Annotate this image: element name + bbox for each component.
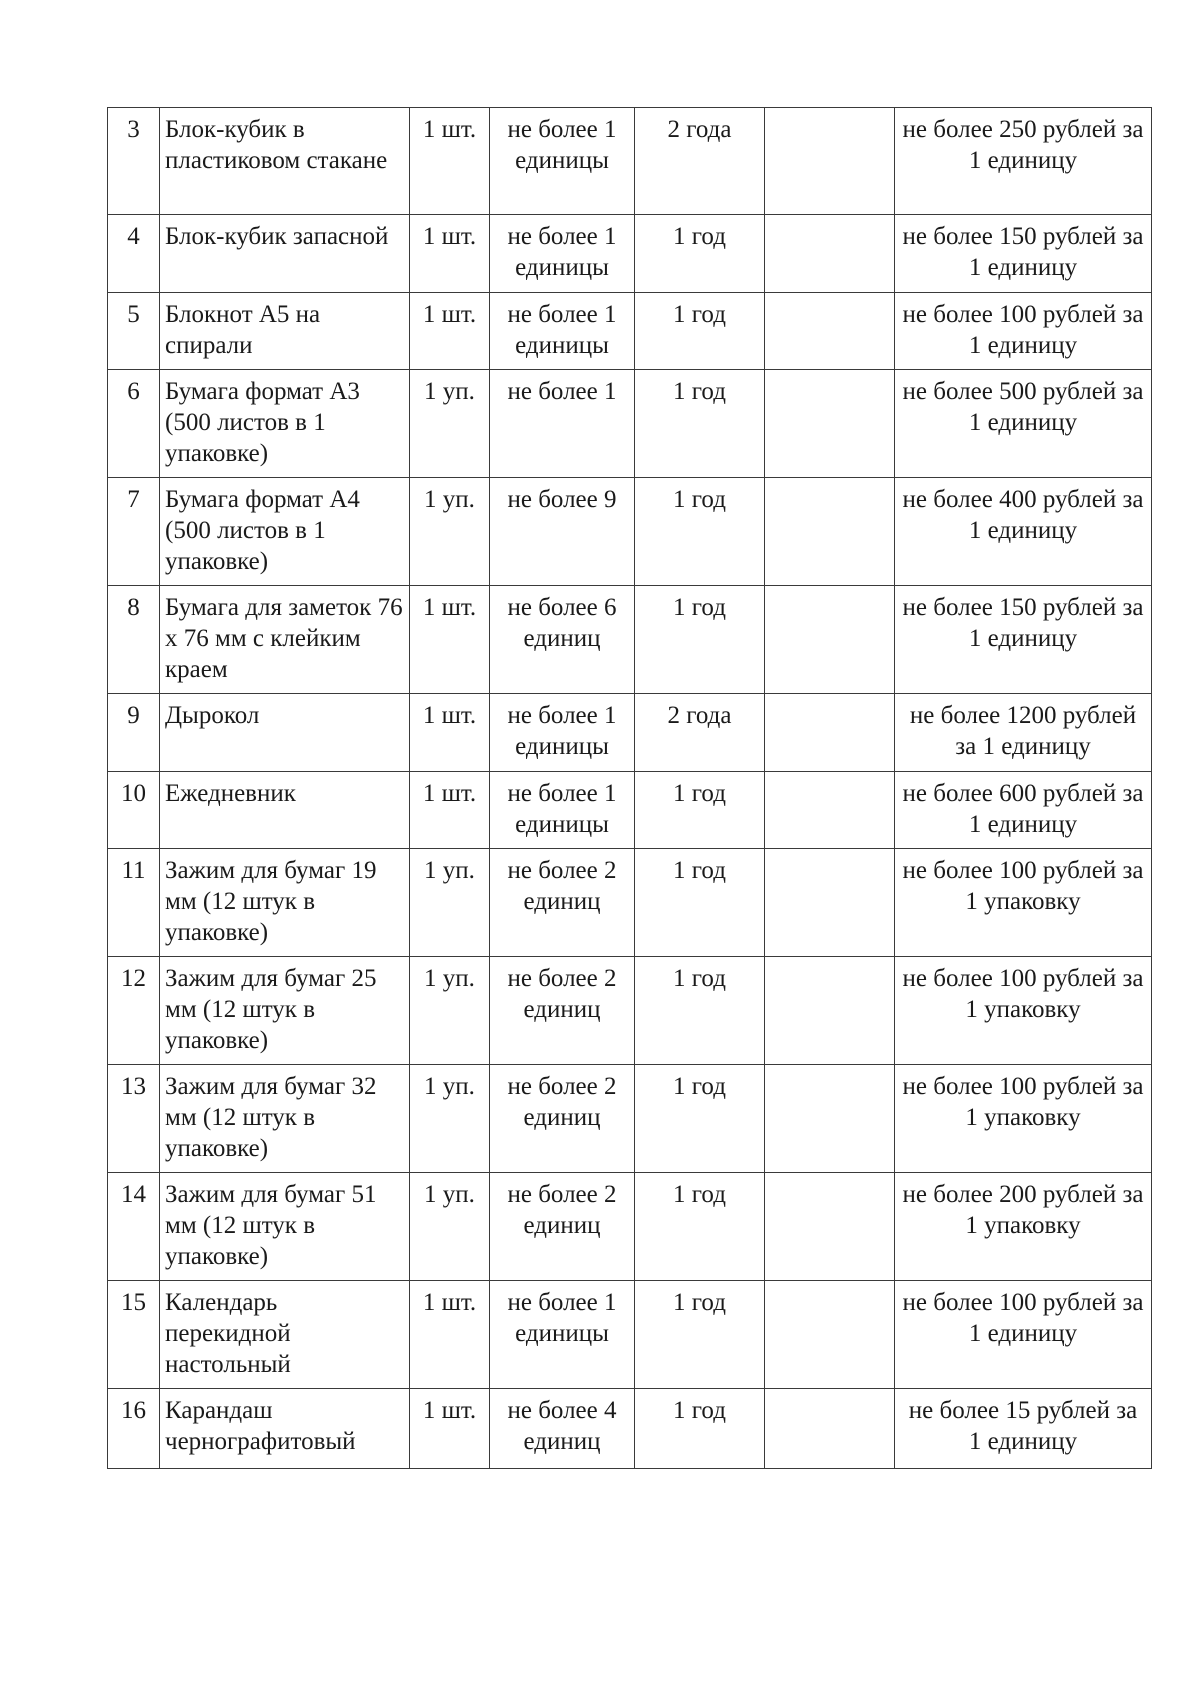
item-name: Блок-кубик запасной bbox=[165, 223, 389, 250]
term: 1 год bbox=[673, 486, 726, 513]
table-row bbox=[108, 694, 1152, 772]
unit: 1 уп. bbox=[424, 1073, 475, 1100]
price-cell bbox=[895, 370, 1152, 478]
row-number-cell bbox=[108, 215, 160, 293]
row-number: 10 bbox=[121, 780, 146, 807]
quantity: не более 9 bbox=[507, 486, 617, 513]
unit: 1 шт. bbox=[422, 301, 477, 328]
item-name-cell bbox=[160, 1065, 410, 1173]
item-name-cell bbox=[160, 215, 410, 293]
empty-cell bbox=[765, 586, 895, 694]
empty-cell bbox=[765, 1173, 895, 1281]
row-number-cell bbox=[108, 1281, 160, 1389]
table-row bbox=[108, 772, 1152, 849]
term: 1 год bbox=[673, 301, 726, 328]
empty-cell bbox=[765, 1389, 895, 1469]
empty-cell bbox=[765, 957, 895, 1065]
term-cell bbox=[635, 1065, 765, 1173]
unit: 1 шт. bbox=[422, 780, 477, 807]
quantity-cell bbox=[490, 957, 635, 1065]
unit: 1 уп. bbox=[424, 857, 475, 884]
row-number-cell bbox=[108, 1065, 160, 1173]
quantity-cell bbox=[490, 215, 635, 293]
unit-cell bbox=[410, 215, 490, 293]
table-row bbox=[108, 957, 1152, 1065]
row-number-cell bbox=[108, 293, 160, 370]
row-number-cell bbox=[108, 1389, 160, 1469]
row-number-cell bbox=[108, 1173, 160, 1281]
item-name: Карандаш чернографитовый bbox=[165, 1397, 356, 1455]
price: не более 100 рублей за 1 упаковку bbox=[902, 965, 1144, 1023]
term: 1 год bbox=[673, 1397, 726, 1424]
row-number: 9 bbox=[127, 702, 140, 729]
term-cell bbox=[635, 215, 765, 293]
row-number: 11 bbox=[121, 857, 146, 884]
unit-cell bbox=[410, 586, 490, 694]
term: 1 год bbox=[673, 1181, 726, 1208]
item-name-cell bbox=[160, 108, 410, 215]
empty-cell bbox=[765, 772, 895, 849]
term-cell bbox=[635, 1173, 765, 1281]
table-row bbox=[108, 215, 1152, 293]
row-number: 12 bbox=[121, 965, 146, 992]
price: не более 500 рублей за 1 единицу bbox=[902, 378, 1144, 436]
row-number: 5 bbox=[127, 301, 140, 328]
item-name: Зажим для бумаг 25 мм (12 штук в упаковке) bbox=[165, 965, 377, 1054]
table-row bbox=[108, 370, 1152, 478]
term-cell bbox=[635, 694, 765, 772]
quantity-cell bbox=[490, 1389, 635, 1469]
row-number-cell bbox=[108, 694, 160, 772]
unit-cell bbox=[410, 849, 490, 957]
empty-cell bbox=[765, 370, 895, 478]
unit: 1 уп. bbox=[424, 1181, 475, 1208]
term: 1 год bbox=[673, 857, 726, 884]
quantity-cell bbox=[490, 772, 635, 849]
price-cell bbox=[895, 1065, 1152, 1173]
empty-cell bbox=[765, 1065, 895, 1173]
unit-cell bbox=[410, 694, 490, 772]
quantity: не более 1 единицы bbox=[507, 301, 617, 359]
item-name: Бумага формат А3 (500 листов в 1 упаковке) bbox=[165, 378, 360, 467]
price-cell bbox=[895, 1389, 1152, 1469]
table-row bbox=[108, 1173, 1152, 1281]
table-body bbox=[108, 108, 1152, 1469]
row-number: 6 bbox=[127, 378, 140, 405]
item-name-cell bbox=[160, 694, 410, 772]
unit-cell bbox=[410, 1389, 490, 1469]
term-cell bbox=[635, 957, 765, 1065]
quantity-cell bbox=[490, 108, 635, 215]
quantity: не более 1 единицы bbox=[507, 116, 617, 174]
item-name: Календарь перекидной настольный bbox=[165, 1289, 291, 1378]
unit-cell bbox=[410, 772, 490, 849]
price-cell bbox=[895, 215, 1152, 293]
row-number: 16 bbox=[121, 1397, 146, 1424]
item-name: Дырокол bbox=[165, 702, 260, 729]
empty-cell bbox=[765, 293, 895, 370]
quantity: не более 1 единицы bbox=[507, 1289, 617, 1347]
item-name-cell bbox=[160, 370, 410, 478]
quantity: не более 1 единицы bbox=[507, 223, 617, 281]
table-row bbox=[108, 1389, 1152, 1469]
term-cell bbox=[635, 586, 765, 694]
unit: 1 шт. bbox=[422, 1289, 477, 1316]
price-cell bbox=[895, 478, 1152, 586]
price: не более 100 рублей за 1 упаковку bbox=[902, 1073, 1144, 1131]
empty-cell bbox=[765, 478, 895, 586]
term-cell bbox=[635, 1281, 765, 1389]
item-name-cell bbox=[160, 293, 410, 370]
item-name: Блокнот А5 на спирали bbox=[165, 301, 321, 359]
row-number: 8 bbox=[127, 594, 140, 621]
supply-norms-table bbox=[107, 107, 1152, 1469]
price-cell bbox=[895, 694, 1152, 772]
item-name-cell bbox=[160, 957, 410, 1065]
row-number: 14 bbox=[121, 1181, 146, 1208]
item-name: Блок-кубик в пластиковом стакане bbox=[165, 116, 388, 174]
row-number: 15 bbox=[121, 1289, 146, 1316]
quantity-cell bbox=[490, 478, 635, 586]
row-number-cell bbox=[108, 370, 160, 478]
quantity-cell bbox=[490, 293, 635, 370]
price: не более 250 рублей за 1 единицу bbox=[902, 116, 1144, 174]
term-cell bbox=[635, 478, 765, 586]
quantity: не более 6 единиц bbox=[507, 594, 617, 652]
row-number-cell bbox=[108, 772, 160, 849]
quantity: не более 4 единиц bbox=[507, 1397, 617, 1455]
price-cell bbox=[895, 849, 1152, 957]
term-cell bbox=[635, 772, 765, 849]
unit-cell bbox=[410, 293, 490, 370]
price: не более 600 рублей за 1 единицу bbox=[902, 780, 1144, 838]
item-name: Зажим для бумаг 51 мм (12 штук в упаковке) bbox=[165, 1181, 377, 1270]
quantity: не более 1 единицы bbox=[507, 702, 617, 760]
unit-cell bbox=[410, 957, 490, 1065]
price: не более 15 рублей за 1 единицу bbox=[908, 1397, 1138, 1455]
unit-cell bbox=[410, 478, 490, 586]
term: 1 год bbox=[673, 223, 726, 250]
price: не более 1200 рублей за 1 единицу bbox=[909, 702, 1137, 760]
unit-cell bbox=[410, 108, 490, 215]
empty-cell bbox=[765, 1281, 895, 1389]
unit: 1 шт. bbox=[422, 1397, 477, 1424]
quantity: не более 2 единиц bbox=[507, 857, 617, 915]
item-name-cell bbox=[160, 772, 410, 849]
row-number-cell bbox=[108, 478, 160, 586]
row-number-cell bbox=[108, 586, 160, 694]
unit-cell bbox=[410, 1173, 490, 1281]
quantity: не более 2 единиц bbox=[507, 1073, 617, 1131]
price: не более 200 рублей за 1 упаковку bbox=[902, 1181, 1144, 1239]
price: не более 150 рублей за 1 единицу bbox=[902, 594, 1144, 652]
term-cell bbox=[635, 293, 765, 370]
quantity-cell bbox=[490, 1173, 635, 1281]
item-name: Ежедневник bbox=[165, 780, 296, 807]
price-cell bbox=[895, 293, 1152, 370]
item-name: Бумага для заметок 76 х 76 мм с клейким краем bbox=[165, 594, 403, 683]
item-name-cell bbox=[160, 586, 410, 694]
item-name: Зажим для бумаг 19 мм (12 штук в упаковке) bbox=[165, 857, 377, 946]
term-cell bbox=[635, 1389, 765, 1469]
row-number-cell bbox=[108, 957, 160, 1065]
term: 1 год bbox=[673, 965, 726, 992]
unit-cell bbox=[410, 370, 490, 478]
table-row bbox=[108, 586, 1152, 694]
quantity: не более 2 единиц bbox=[507, 1181, 617, 1239]
unit: 1 уп. bbox=[424, 965, 475, 992]
empty-cell bbox=[765, 108, 895, 215]
price-cell bbox=[895, 586, 1152, 694]
price: не более 150 рублей за 1 единицу bbox=[902, 223, 1144, 281]
row-number-cell bbox=[108, 849, 160, 957]
term: 1 год bbox=[673, 780, 726, 807]
unit: 1 уп. bbox=[424, 378, 475, 405]
unit: 1 шт. bbox=[422, 223, 477, 250]
quantity: не более 1 bbox=[507, 378, 617, 405]
unit: 1 шт. bbox=[422, 702, 477, 729]
term-cell bbox=[635, 849, 765, 957]
row-number: 3 bbox=[127, 116, 140, 143]
empty-cell bbox=[765, 849, 895, 957]
price: не более 100 рублей за 1 упаковку bbox=[902, 857, 1144, 915]
unit: 1 шт. bbox=[422, 116, 477, 143]
item-name: Зажим для бумаг 32 мм (12 штук в упаковке) bbox=[165, 1073, 377, 1162]
quantity-cell bbox=[490, 370, 635, 478]
quantity: не более 1 единицы bbox=[507, 780, 617, 838]
term: 1 год bbox=[673, 1289, 726, 1316]
row-number: 4 bbox=[127, 223, 140, 250]
term: 1 год bbox=[673, 378, 726, 405]
item-name-cell bbox=[160, 1389, 410, 1469]
price: не более 100 рублей за 1 единицу bbox=[902, 1289, 1144, 1347]
row-number: 7 bbox=[127, 486, 140, 513]
price-cell bbox=[895, 957, 1152, 1065]
term: 1 год bbox=[673, 1073, 726, 1100]
unit: 1 шт. bbox=[422, 594, 477, 621]
term-cell bbox=[635, 370, 765, 478]
term: 1 год bbox=[673, 594, 726, 621]
quantity-cell bbox=[490, 694, 635, 772]
table-row bbox=[108, 108, 1152, 215]
empty-cell bbox=[765, 215, 895, 293]
quantity-cell bbox=[490, 849, 635, 957]
price-cell bbox=[895, 1173, 1152, 1281]
unit-cell bbox=[410, 1065, 490, 1173]
price: не более 100 рублей за 1 единицу bbox=[902, 301, 1144, 359]
quantity: не более 2 единиц bbox=[507, 965, 617, 1023]
unit-cell bbox=[410, 1281, 490, 1389]
table-row bbox=[108, 1281, 1152, 1389]
price-cell bbox=[895, 108, 1152, 215]
item-name-cell bbox=[160, 1173, 410, 1281]
quantity-cell bbox=[490, 1281, 635, 1389]
item-name-cell bbox=[160, 478, 410, 586]
price-cell bbox=[895, 1281, 1152, 1389]
term-cell bbox=[635, 108, 765, 215]
term: 2 года bbox=[667, 702, 732, 729]
term: 2 года bbox=[667, 116, 732, 143]
item-name-cell bbox=[160, 849, 410, 957]
quantity-cell bbox=[490, 1065, 635, 1173]
item-name-cell bbox=[160, 1281, 410, 1389]
quantity-cell bbox=[490, 586, 635, 694]
table-row bbox=[108, 478, 1152, 586]
row-number-cell bbox=[108, 108, 160, 215]
table-row bbox=[108, 1065, 1152, 1173]
price: не более 400 рублей за 1 единицу bbox=[902, 486, 1144, 544]
empty-cell bbox=[765, 694, 895, 772]
table-row bbox=[108, 293, 1152, 370]
row-number: 13 bbox=[121, 1073, 146, 1100]
unit: 1 уп. bbox=[424, 486, 475, 513]
price-cell bbox=[895, 772, 1152, 849]
table-row bbox=[108, 849, 1152, 957]
item-name: Бумага формат А4 (500 листов в 1 упаковке) bbox=[165, 486, 360, 575]
